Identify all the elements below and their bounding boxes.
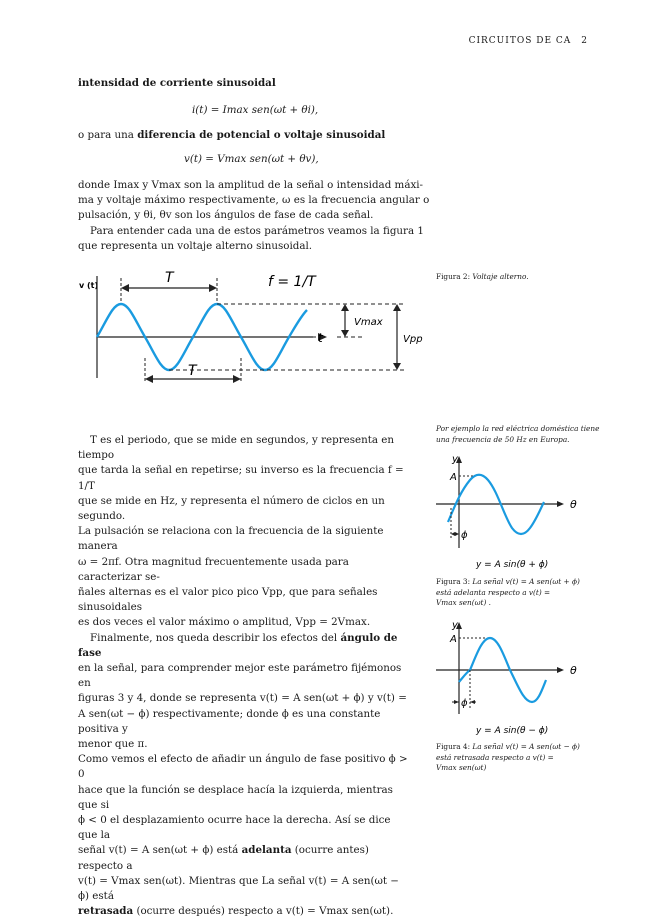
period-label-top: T	[165, 270, 174, 286]
text-line: que tarda la señal en repetirse; su inverso es la frecuencia f = 1/T	[78, 464, 404, 492]
period-label-bottom: T	[188, 363, 197, 379]
figure-formula: y = A sin(θ − ϕ)	[476, 726, 549, 736]
text-span: (ocurre antes) respecto a	[78, 844, 369, 872]
text-line: pulsación, y θi, θv son los ángulos de fase de cada señal.	[78, 209, 374, 222]
equation-current: i(t) = Imax sen(ωt + θi),	[192, 104, 319, 116]
figure-formula: y = A sin(θ + ϕ)	[476, 560, 549, 570]
page-number: 2	[581, 36, 587, 46]
text-line: A sen(ωt − ϕ) respectivamente; donde ϕ es una constante positiva y	[78, 707, 381, 735]
text-line: menor que π.	[78, 738, 148, 751]
figure-voltage-alterno	[75, 262, 423, 392]
text-line	[78, 904, 408, 919]
text-line: T es el periodo, que se mide en segundos, y representa en tiempo	[78, 434, 394, 462]
text-line: ma y voltaje máximo respectivamente, ω es la frecuencia angular o	[78, 194, 430, 207]
margin-note-line: una frecuencia de 50 Hz en Europa.	[436, 434, 570, 444]
text-line: Como vemos el efecto de añadir un ángulo de fase positivo ϕ > 0	[78, 753, 408, 781]
bold-term: adelanta	[241, 844, 292, 857]
caption-text: La señal v(t) = A sen(ωt − ϕ)	[472, 742, 580, 751]
theta-label: θ	[570, 498, 577, 511]
connector-pre: o para una	[78, 129, 134, 141]
section-heading: intensidad de corriente sinusoidal	[78, 77, 276, 89]
text-span: (ocurre después) respecto a v(t) = Vmax sen(ωt).	[136, 905, 394, 918]
caption-text: Vmax sen(ωt)	[436, 763, 487, 772]
text-line: donde Imax y Vmax son la amplitud de la señal o intensidad máxi-	[78, 179, 424, 191]
margin-note-line: Por ejemplo la red eléctrica doméstica tiene	[436, 424, 600, 433]
equation-voltage: v(t) = Vmax sen(ωt + θv),	[184, 153, 319, 165]
figure-sine-retrasada	[432, 614, 582, 740]
frequency-formula: f = 1/T	[268, 274, 316, 290]
text-line: ñales alternas es el valor pico pico Vpp, que para señales sinusoidales	[78, 586, 378, 614]
caption-line	[436, 742, 580, 753]
caption-line	[436, 577, 580, 588]
figure4-caption	[436, 742, 580, 774]
phi-label: ϕ	[461, 698, 468, 709]
figure3-caption	[436, 577, 580, 609]
figure-sine-adelantada	[432, 448, 582, 574]
text-span: señal v(t) = A sen(ωt + ϕ) está	[78, 844, 239, 857]
caption-text: La señal v(t) = A sen(ωt + ϕ)	[472, 577, 580, 586]
connector-line	[78, 128, 385, 143]
caption-label: Figura 4:	[436, 742, 471, 751]
text-line: La pulsación se relaciona con la frecuencia de la siguiente manera	[78, 525, 384, 553]
y-axis-label: v (t)	[79, 281, 99, 290]
text-line: v(t) = Vmax sen(ωt). Mientras que La señal v(t) = A sen(ωt − ϕ) está	[78, 874, 399, 903]
bold-term: retrasada	[78, 905, 134, 918]
caption-text: Voltaje alterno.	[472, 272, 529, 281]
text-line: figuras 3 y 4, donde se representa v(t) = A sen(ωt + ϕ) y v(t) =	[78, 692, 407, 705]
margin-note	[436, 424, 599, 445]
vpp-label: Vpp	[403, 334, 423, 345]
running-header	[469, 36, 587, 46]
caption-text: Vmax sen(ωt) .	[436, 598, 491, 607]
connector-bold: diferencia de potencial o voltaje sinusoidal	[137, 129, 386, 141]
caption-text: está retrasada respecto a v(t) =	[436, 752, 554, 762]
text-span: Finalmente, nos queda describir los efectos del	[90, 631, 338, 644]
caption-label: Figura 3:	[436, 577, 471, 586]
a-label: A	[450, 634, 457, 645]
caption-text: está adelanta respecto a v(t) =	[436, 587, 551, 597]
text-line	[78, 631, 408, 661]
a-label: A	[450, 472, 457, 483]
theta-label: θ	[570, 664, 577, 677]
bold-term: ángulo de fase	[78, 631, 398, 659]
text-line: ϕ < 0 el desplazamiento ocurre hace la derecha. Así se dice que la	[78, 814, 391, 842]
text-line	[78, 843, 408, 873]
caption-label: Figura 2:	[436, 272, 471, 281]
text-line: ω = 2πf. Otra magnitud frecuentemente usada para caracterizar se-	[78, 555, 349, 583]
y-label: y	[452, 620, 458, 631]
phi-label: ϕ	[461, 530, 468, 541]
y-label: y	[452, 454, 458, 465]
text-line: hace que la función se desplace hacía la izquierda, mientras que si	[78, 783, 393, 811]
text-line: que representa un voltaje alterno sinusoidal.	[78, 239, 313, 252]
paragraph-definitions	[78, 178, 429, 254]
text-line: que se mide en Hz, y representa el número de ciclos en un segundo.	[78, 494, 385, 523]
body-section-2	[78, 433, 408, 920]
text-line: en la señal, para comprender mejor este parámetro fijémonos en	[78, 662, 402, 690]
vmax-label: Vmax	[354, 317, 383, 328]
text-line: Para entender cada una de estos parámetros veamos la figura 1	[90, 224, 424, 237]
text-line: es dos veces el valor máximo o amplitud, Vpp = 2Vmax.	[78, 616, 371, 629]
figure2-caption	[436, 272, 529, 283]
header-title: CIRCUITOS DE CA	[468, 36, 572, 46]
t-label: t	[318, 331, 323, 345]
